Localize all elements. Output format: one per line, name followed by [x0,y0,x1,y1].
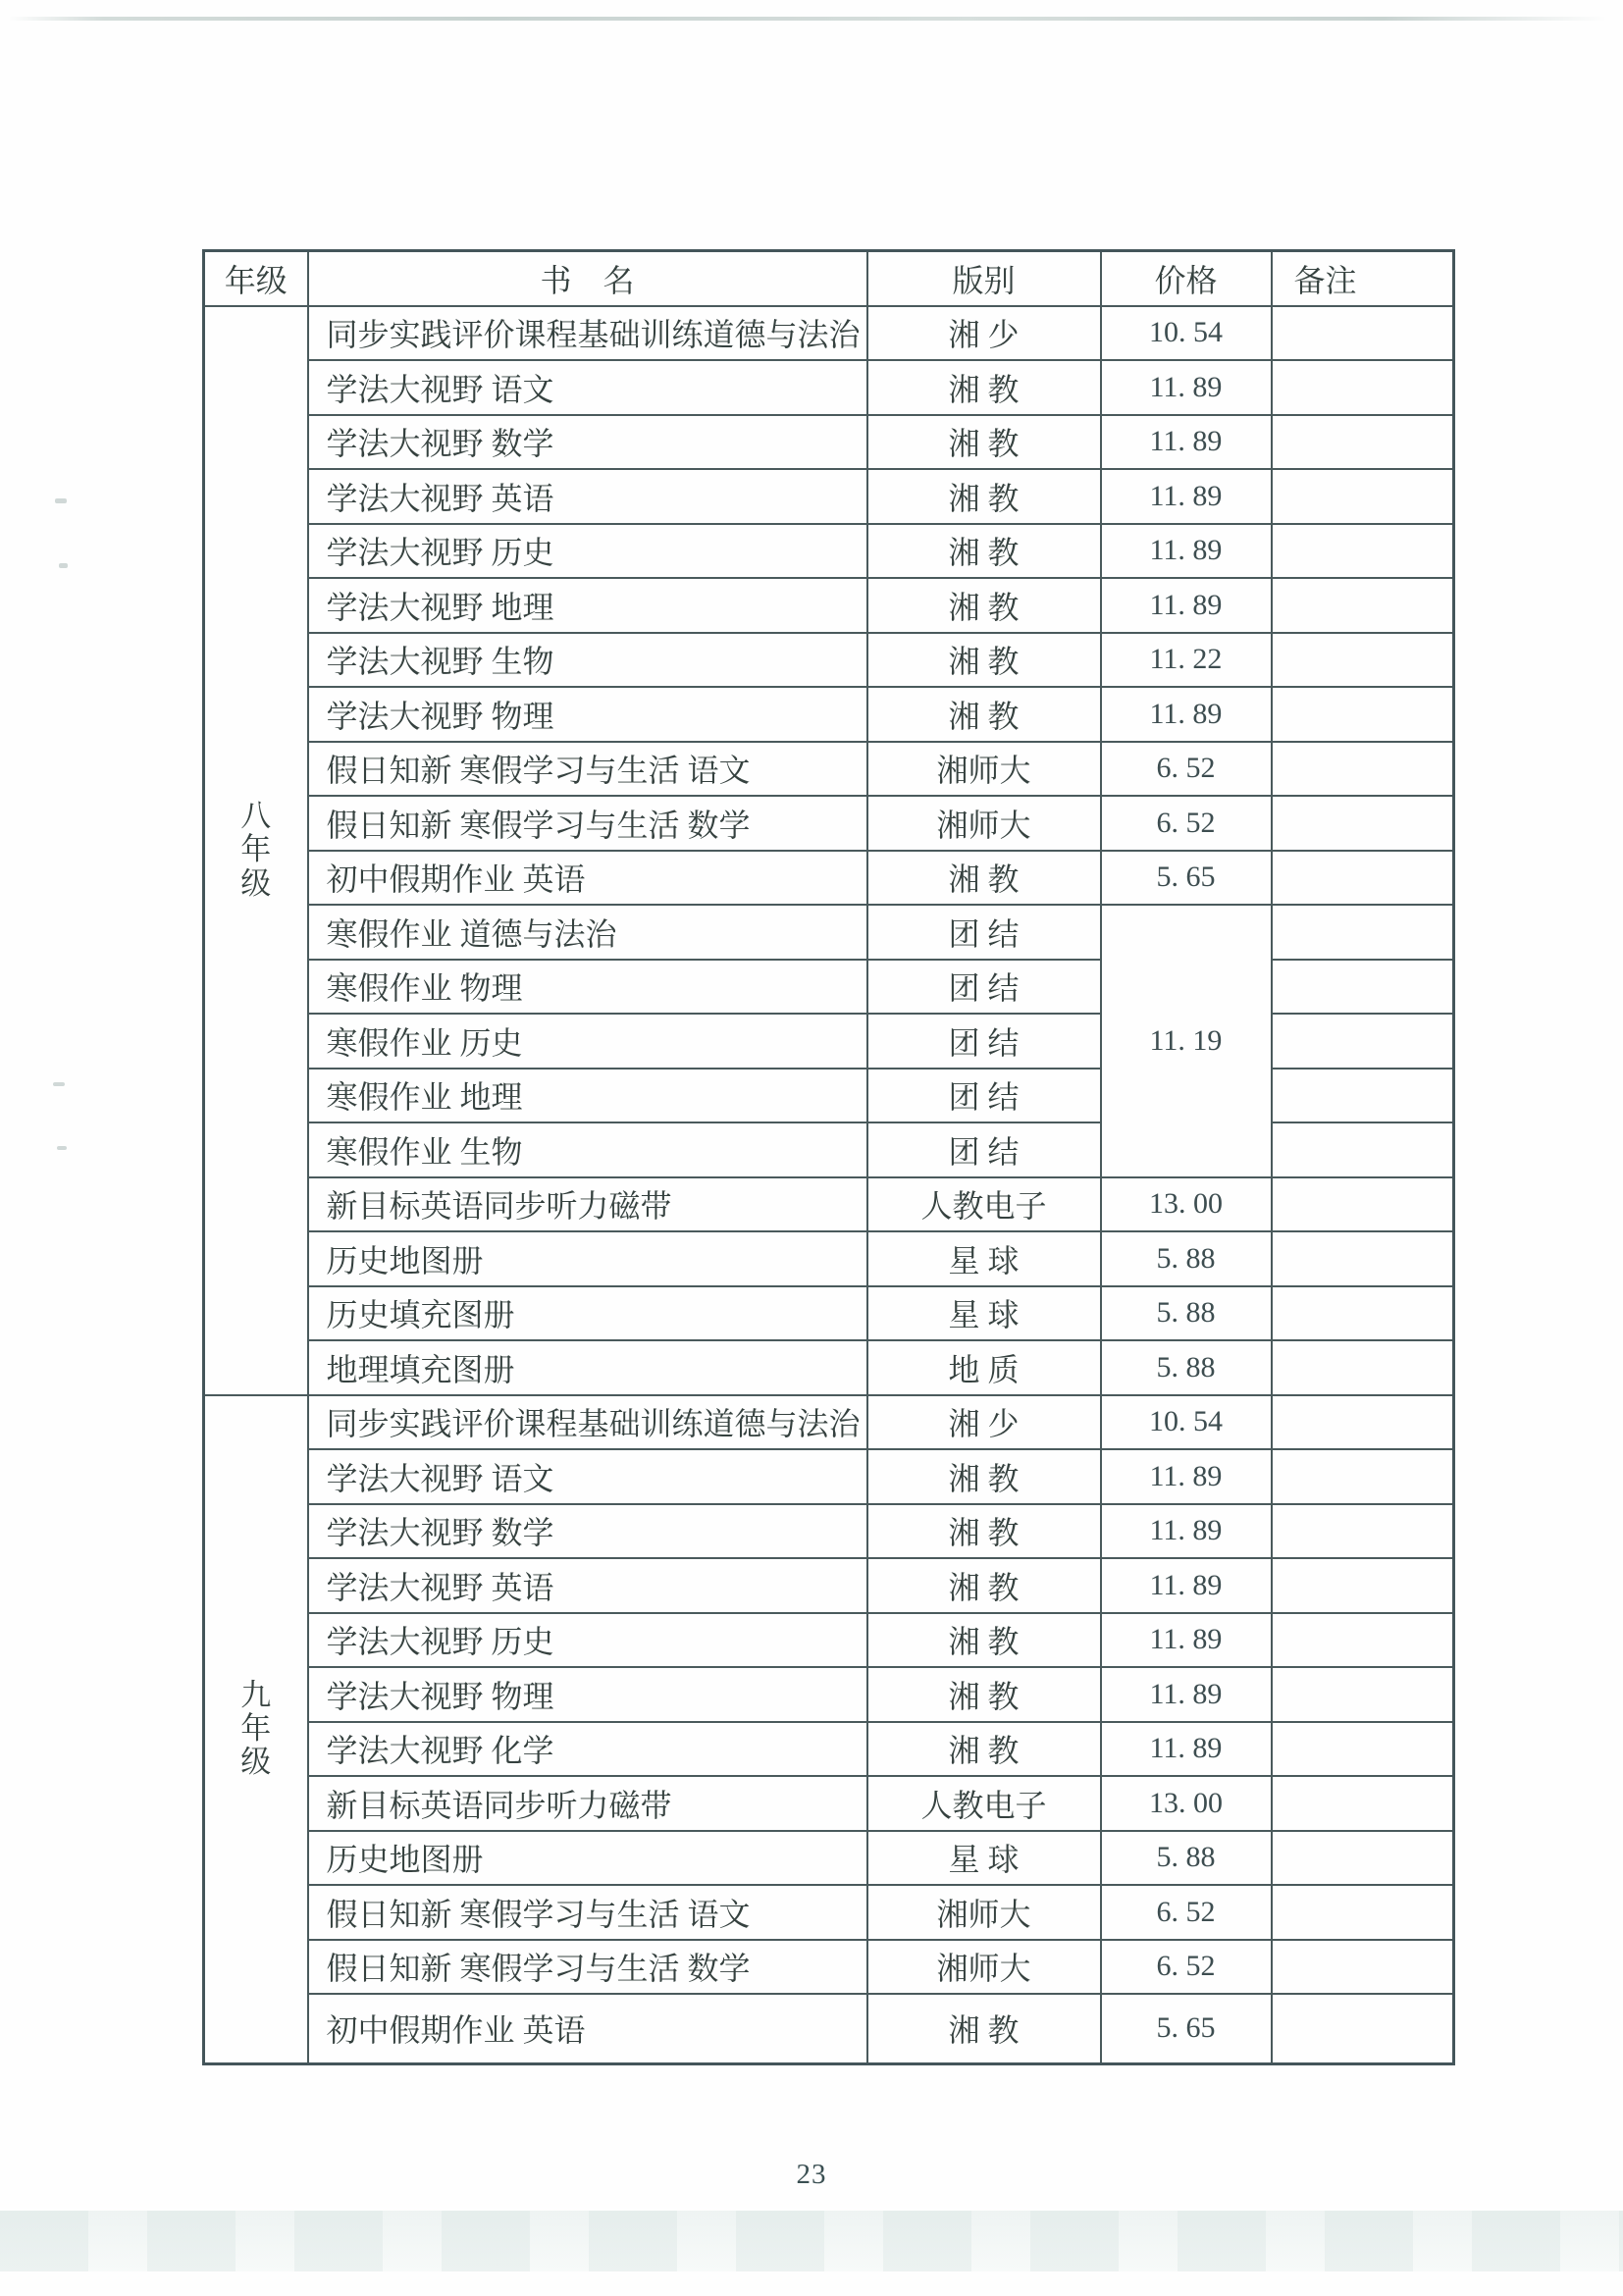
price-cell: 6. 52 [1101,796,1272,851]
book-name-cell: 学法大视野 化学 [308,1722,867,1777]
price-cell: 11. 89 [1101,1558,1272,1613]
price-cell: 5. 88 [1101,1340,1272,1395]
table-row [204,1231,1454,1286]
book-name-cell: 学法大视野 地理 [308,578,867,633]
table-row [204,524,1454,579]
page-number: 23 [796,2159,827,2190]
price-cell: 10. 54 [1101,1395,1272,1450]
grade-cell [204,306,308,1395]
price-cell: 5. 88 [1101,1831,1272,1886]
note-cell [1272,796,1454,851]
table-row [204,1831,1454,1886]
price-cell: 11. 89 [1101,578,1272,633]
header-grade: 年级 [204,251,308,306]
book-name-cell: 学法大视野 历史 [308,524,867,579]
book-name-cell: 假日知新 寒假学习与生活 数学 [308,796,867,851]
price-cell: 13. 00 [1101,1177,1272,1232]
edition-cell: 湘 教 [867,1449,1101,1504]
book-name-cell: 寒假作业 地理 [308,1069,867,1123]
note-cell [1272,469,1454,524]
note-cell [1272,1177,1454,1232]
table-row [204,415,1454,470]
scan-speck [55,498,67,503]
note-cell [1272,1613,1454,1668]
table-row [204,1776,1454,1831]
book-price-table-container [202,249,1455,2065]
note-cell [1272,1722,1454,1777]
price-cell: 13. 00 [1101,1776,1272,1831]
book-name-cell: 假日知新 寒假学习与生活 语文 [308,742,867,797]
price-cell: 11. 89 [1101,687,1272,742]
header-book-name: 书 名 [308,251,867,306]
price-cell: 11. 89 [1101,1449,1272,1504]
edition-cell: 团 结 [867,905,1101,960]
edition-cell: 湘师大 [867,796,1101,851]
price-cell: 6. 52 [1101,1885,1272,1940]
edition-cell: 湘 教 [867,360,1101,415]
table-row [204,905,1454,960]
edition-cell: 人教电子 [867,1776,1101,1831]
table-row [204,633,1454,688]
edition-cell: 湘 教 [867,1667,1101,1722]
book-name-cell: 寒假作业 生物 [308,1122,867,1177]
table-row [204,1613,1454,1668]
note-cell [1272,524,1454,579]
price-cell: 6. 52 [1101,742,1272,797]
scan-artifact-bottom-edge [0,2211,1623,2271]
scan-artifact-top-edge [8,17,1607,21]
note-cell [1272,1885,1454,1940]
price-cell: 10. 54 [1101,306,1272,361]
note-cell [1272,687,1454,742]
edition-cell: 团 结 [867,960,1101,1015]
edition-cell: 湘 教 [867,851,1101,906]
edition-cell: 湘 教 [867,469,1101,524]
price-cell: 5. 65 [1101,851,1272,906]
table-body [204,306,1454,2064]
table-row [204,1177,1454,1232]
price-cell: 5. 65 [1101,1994,1272,2063]
book-name-cell: 学法大视野 数学 [308,1504,867,1559]
edition-cell: 团 结 [867,1014,1101,1069]
book-name-cell: 新目标英语同步听力磁带 [308,1177,867,1232]
edition-cell: 湘 教 [867,687,1101,742]
note-cell [1272,578,1454,633]
edition-cell: 星 球 [867,1831,1101,1886]
edition-cell: 湘师大 [867,742,1101,797]
book-name-cell: 假日知新 寒假学习与生活 语文 [308,1885,867,1940]
edition-cell: 湘 教 [867,1722,1101,1777]
table-row [204,306,1454,361]
note-cell [1272,1994,1454,2063]
scan-speck [57,1146,67,1150]
table-row [204,1340,1454,1395]
price-cell: 5. 88 [1101,1231,1272,1286]
note-cell [1272,742,1454,797]
note-cell [1272,1014,1454,1069]
book-name-cell: 学法大视野 英语 [308,1558,867,1613]
price-cell: 5. 88 [1101,1286,1272,1341]
book-name-cell: 初中假期作业 英语 [308,1994,867,2063]
table-row [204,1667,1454,1722]
note-cell [1272,1776,1454,1831]
table-row [204,360,1454,415]
edition-cell: 地 质 [867,1340,1101,1395]
edition-cell: 湘 少 [867,306,1101,361]
edition-cell: 团 结 [867,1069,1101,1123]
table-row [204,796,1454,851]
grade-cell [204,1395,308,2064]
price-cell: 11. 89 [1101,1722,1272,1777]
note-cell [1272,1122,1454,1177]
edition-cell: 湘 教 [867,1613,1101,1668]
book-name-cell: 新目标英语同步听力磁带 [308,1776,867,1831]
book-name-cell: 地理填充图册 [308,1340,867,1395]
book-name-cell: 寒假作业 物理 [308,960,867,1015]
header-note: 备注 [1272,251,1454,306]
edition-cell: 星 球 [867,1286,1101,1341]
book-name-cell: 学法大视野 生物 [308,633,867,688]
price-cell: 11. 89 [1101,1613,1272,1668]
price-cell: 11. 89 [1101,415,1272,470]
edition-cell: 湘 教 [867,578,1101,633]
edition-cell: 湘师大 [867,1885,1101,1940]
note-cell [1272,960,1454,1015]
edition-cell: 星 球 [867,1231,1101,1286]
edition-cell: 湘 教 [867,633,1101,688]
note-cell [1272,633,1454,688]
price-cell: 6. 52 [1101,1940,1272,1995]
note-cell [1272,1504,1454,1559]
table-row [204,1994,1454,2063]
edition-cell: 湘 教 [867,1558,1101,1613]
book-name-cell: 初中假期作业 英语 [308,851,867,906]
edition-cell: 人教电子 [867,1177,1101,1232]
grade-label: 八年级 [240,799,272,901]
book-name-cell: 学法大视野 物理 [308,687,867,742]
note-cell [1272,1231,1454,1286]
note-cell [1272,1667,1454,1722]
table-row [204,1722,1454,1777]
book-name-cell: 学法大视野 数学 [308,415,867,470]
book-name-cell: 假日知新 寒假学习与生活 数学 [308,1940,867,1995]
table-row [204,1286,1454,1341]
note-cell [1272,415,1454,470]
edition-cell: 团 结 [867,1122,1101,1177]
price-cell: 11. 89 [1101,1667,1272,1722]
book-name-cell: 历史地图册 [308,1231,867,1286]
table-row [204,851,1454,906]
note-cell [1272,1286,1454,1341]
book-name-cell: 历史填充图册 [308,1286,867,1341]
edition-cell: 湘 教 [867,1994,1101,2063]
table-row [204,1940,1454,1995]
table-row [204,1395,1454,1450]
table-row [204,578,1454,633]
book-name-cell: 寒假作业 历史 [308,1014,867,1069]
table-row [204,687,1454,742]
book-name-cell: 同步实践评价课程基础训练道德与法治 [308,306,867,361]
price-cell: 11. 89 [1101,524,1272,579]
book-name-cell: 学法大视野 语文 [308,1449,867,1504]
note-cell [1272,1395,1454,1450]
price-cell: 11. 22 [1101,633,1272,688]
book-name-cell: 学法大视野 物理 [308,1667,867,1722]
edition-cell: 湘 教 [867,1504,1101,1559]
note-cell [1272,360,1454,415]
note-cell [1272,1340,1454,1395]
header-edition: 版别 [867,251,1101,306]
table-row [204,1558,1454,1613]
table-row [204,1504,1454,1559]
price-cell: 11. 89 [1101,469,1272,524]
book-name-cell: 寒假作业 道德与法治 [308,905,867,960]
book-name-cell: 学法大视野 语文 [308,360,867,415]
note-cell [1272,306,1454,361]
book-name-cell: 历史地图册 [308,1831,867,1886]
note-cell [1272,1449,1454,1504]
scan-speck [53,1082,65,1086]
price-cell: 11. 89 [1101,360,1272,415]
book-price-table [202,249,1455,2065]
price-cell: 11. 89 [1101,1504,1272,1559]
note-cell [1272,1940,1454,1995]
note-cell [1272,1558,1454,1613]
grade-label: 九年级 [240,1677,272,1780]
book-name-cell: 同步实践评价课程基础训练道德与法治 [308,1395,867,1450]
book-name-cell: 学法大视野 英语 [308,469,867,524]
note-cell [1272,905,1454,960]
table-row [204,469,1454,524]
table-header-row [204,251,1454,306]
edition-cell: 湘 少 [867,1395,1101,1450]
scan-speck [59,563,68,568]
book-name-cell: 学法大视野 历史 [308,1613,867,1668]
header-price: 价格 [1101,251,1272,306]
edition-cell: 湘 教 [867,415,1101,470]
note-cell [1272,1831,1454,1886]
table-row [204,742,1454,797]
table-row [204,1449,1454,1504]
note-cell [1272,1069,1454,1123]
edition-cell: 湘 教 [867,524,1101,579]
table-row [204,1885,1454,1940]
note-cell [1272,851,1454,906]
price-cell: 11. 19 [1101,905,1272,1177]
edition-cell: 湘师大 [867,1940,1101,1995]
